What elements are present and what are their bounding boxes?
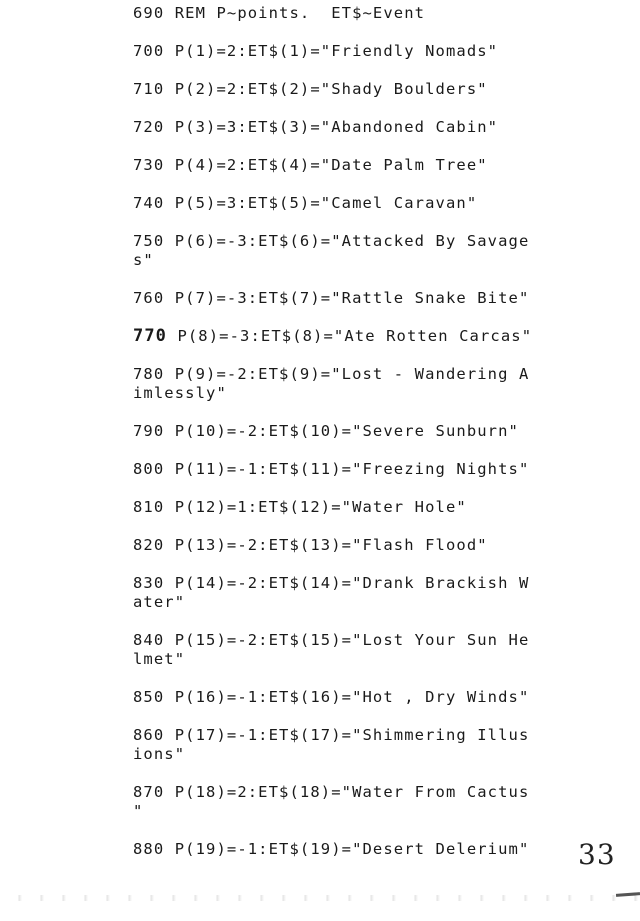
- page-number: 33: [578, 838, 616, 871]
- line-number: 710: [133, 80, 165, 98]
- code-text: P(17)=-1:ET$(17)="Shimmering Illus ions": [133, 726, 530, 763]
- line-number: 770: [133, 326, 168, 346]
- code-line-800: [133, 460, 573, 498]
- code-line-830: [133, 574, 573, 631]
- line-number: 820: [133, 536, 165, 554]
- code-text: P(13)=-2:ET$(13)="Flash Flood": [164, 536, 488, 554]
- code-line-870: [133, 783, 573, 840]
- line-number: 810: [133, 498, 165, 516]
- code-line-820: [133, 536, 573, 574]
- code-text: P(2)=2:ET$(2)="Shady Boulders": [164, 80, 488, 98]
- code-text: P(3)=3:ET$(3)="Abandoned Cabin": [164, 118, 499, 136]
- code-line-860: [133, 726, 573, 783]
- code-line-850: [133, 688, 573, 726]
- line-number: 740: [133, 194, 165, 212]
- line-number: 880: [133, 840, 165, 858]
- code-line-730: [133, 156, 573, 194]
- code-line-780: [133, 365, 573, 422]
- code-line-750: [133, 232, 573, 289]
- code-text: P(6)=-3:ET$(6)="Attacked By Savage s": [133, 232, 530, 269]
- line-number: 860: [133, 726, 165, 744]
- code-text: P(7)=-3:ET$(7)="Rattle Snake Bite": [164, 289, 530, 307]
- code-line-720: [133, 118, 573, 156]
- code-text: P(18)=2:ET$(18)="Water From Cactus ": [133, 783, 530, 820]
- line-number: 690: [133, 4, 165, 22]
- code-text: P(16)=-1:ET$(16)="Hot , Dry Winds": [164, 688, 530, 706]
- code-line-810: [133, 498, 573, 536]
- line-number: 800: [133, 460, 165, 478]
- code-text: P(11)=-1:ET$(11)="Freezing Nights": [164, 460, 530, 478]
- line-number: 730: [133, 156, 165, 174]
- code-line-740: [133, 194, 573, 232]
- line-number: 700: [133, 42, 165, 60]
- line-number: 720: [133, 118, 165, 136]
- code-line-760: [133, 289, 573, 327]
- code-text: P(4)=2:ET$(4)="Date Palm Tree": [164, 156, 488, 174]
- code-text: P(14)=-2:ET$(14)="Drank Brackish W ater": [133, 574, 530, 611]
- code-line-790: [133, 422, 573, 460]
- line-number: 840: [133, 631, 165, 649]
- code-text: REM P~points. ET$~Event: [164, 4, 426, 22]
- code-text: P(8)=-3:ET$(8)="Ate Rotten Carcas": [167, 327, 533, 345]
- code-text: P(12)=1:ET$(12)="Water Hole": [164, 498, 467, 516]
- code-line-840: [133, 631, 573, 688]
- code-line-700: [133, 42, 573, 80]
- code-line-690: [133, 4, 573, 42]
- code-text: P(1)=2:ET$(1)="Friendly Nomads": [164, 42, 499, 60]
- line-number: 760: [133, 289, 165, 307]
- basic-code-listing: [133, 4, 573, 878]
- line-number: 780: [133, 365, 165, 383]
- code-text: P(15)=-2:ET$(15)="Lost Your Sun He lmet": [133, 631, 530, 668]
- code-line-880: [133, 840, 573, 878]
- code-line-710: [133, 80, 573, 118]
- code-text: P(9)=-2:ET$(9)="Lost - Wandering A imlessly": [133, 365, 530, 402]
- line-number: 870: [133, 783, 165, 801]
- line-number: 750: [133, 232, 165, 250]
- code-text: P(19)=-1:ET$(19)="Desert Delerium": [164, 840, 530, 858]
- scan-bottom-edge: [0, 895, 640, 901]
- line-number: 830: [133, 574, 165, 592]
- code-text: P(5)=3:ET$(5)="Camel Caravan": [164, 194, 478, 212]
- code-line-770: [133, 327, 573, 365]
- line-number: 850: [133, 688, 165, 706]
- code-text: P(10)=-2:ET$(10)="Severe Sunburn": [164, 422, 519, 440]
- line-number: 790: [133, 422, 165, 440]
